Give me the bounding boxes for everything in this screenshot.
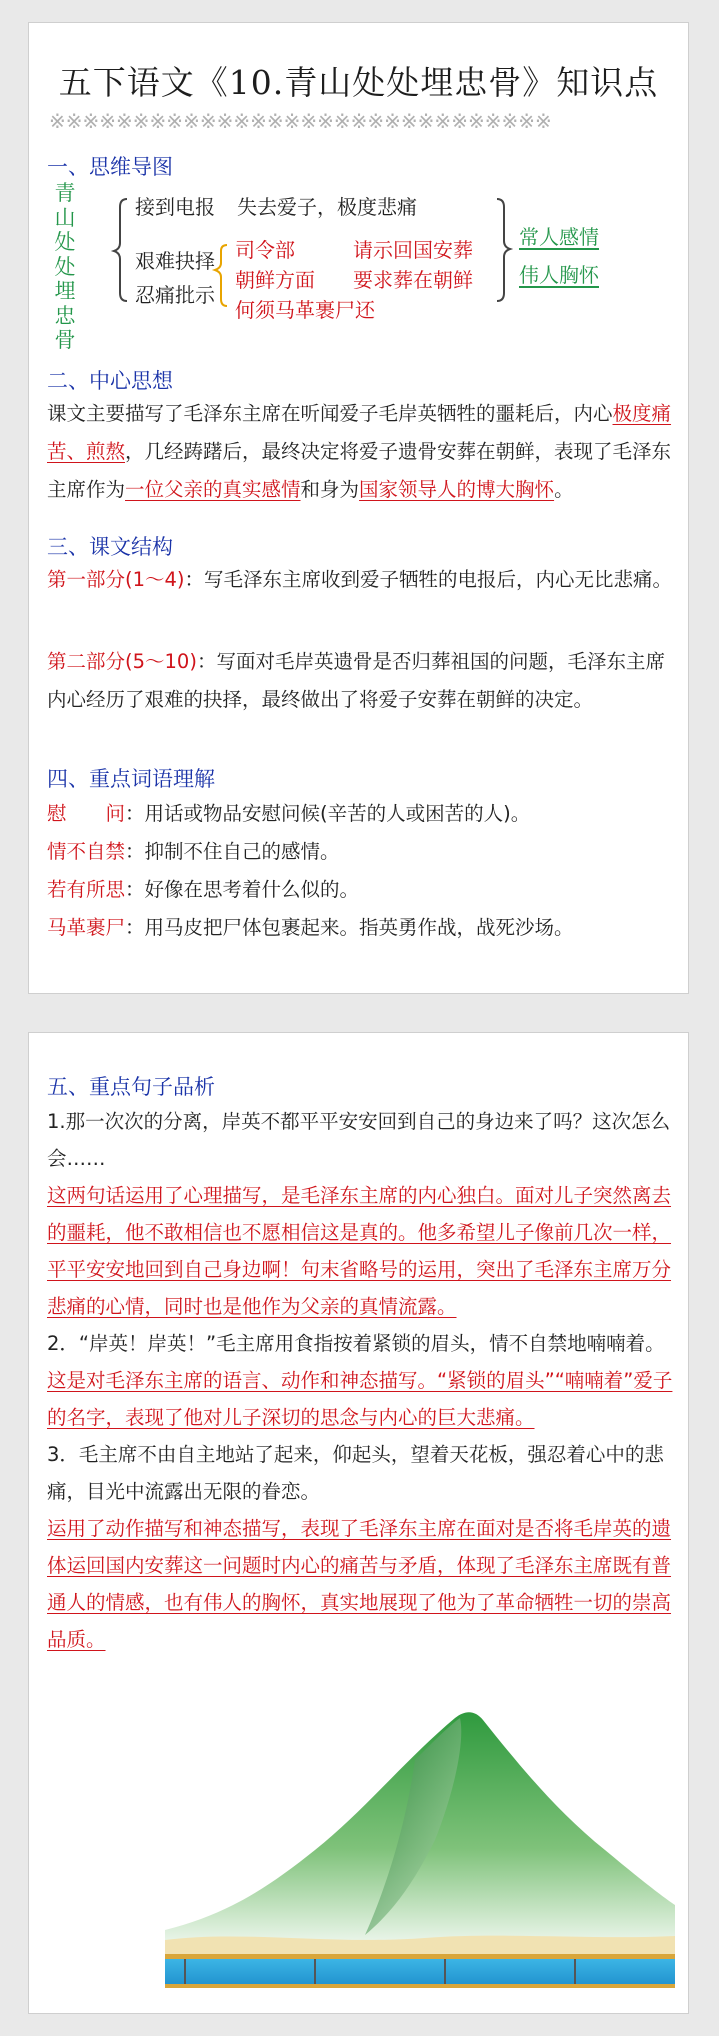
section-heading-vocab: 四、重点词语理解 (47, 767, 215, 791)
vocab-term: 慰 问 (47, 802, 126, 825)
central-idea-paragraph (47, 395, 677, 509)
vocab-item (47, 909, 677, 947)
knowledge-card-1 (28, 22, 689, 994)
sentence-2: 2．“岸英！岸英！”毛主席用食指按着紧锁的眉头，情不自禁地喃喃着。 (47, 1332, 665, 1355)
branch-receive-telegram-detail: 失去爱子，极度悲痛 (237, 195, 417, 219)
vocab-item (47, 833, 677, 871)
vocab-item (47, 795, 677, 833)
sentence-1: 1.那一次次的分离，岸英不都平平安安回到自己的身边来了吗？这次怎么会…… (47, 1110, 671, 1170)
branch-hard-choice: 艰难抉择 (135, 249, 215, 273)
mind-map-root: 青山处处埋忠骨 (54, 181, 76, 352)
mountain-illustration (165, 1700, 675, 2000)
vocab-list (47, 795, 677, 947)
sub-korea-side: 朝鲜方面 (235, 268, 315, 292)
result-ordinary-feeling: 常人感情 (519, 225, 599, 249)
sentence-1-analysis: 这两句话运用了心理描写，是毛泽东主席的内心独白。面对儿子突然离去的噩耗，他不敢相信也不愿相信这是真的。他多希望儿子像前几次一样，平平安安地回到自己身边啊！句末省略号的运用，突出了毛泽东主席万分悲痛的心情，同时也是他作为父亲的真情流露。 (47, 1184, 672, 1318)
vocab-term: 马革裹尸 (47, 916, 126, 939)
vocab-definition: ：用话或物品安慰问候(辛苦的人或困苦的人)。 (125, 802, 531, 825)
vocab-definition: ：用马皮把尸体包裹起来。指英勇作战，战死沙场。 (125, 916, 574, 939)
central-idea-highlight-2: 一位父亲的真实感情 (125, 478, 301, 501)
decorative-divider: ※※※※※※※※※※※※※※※※※※※※※※※※※※※※※※ (49, 109, 552, 133)
branch-approve: 忍痛批示 (135, 283, 215, 307)
central-idea-text-3: 和身为 (300, 478, 360, 501)
vocab-definition: ：好像在思考着什么似的。 (125, 878, 360, 901)
sub-headquarters-request: 请示回国安葬 (353, 238, 473, 262)
central-idea-text-2: ，几经踌躇后，最终决定将爱子遗骨安葬在朝鲜，表现了毛泽东主席作为 (47, 440, 672, 501)
sentence-3: 3．毛主席不由自主地站了起来，仰起头，望着天花板，强忍着心中的悲痛，目光中流露出无限的眷恋。 (47, 1443, 664, 1503)
sub-headquarters: 司令部 (235, 238, 295, 262)
sub-korea-request: 要求葬在朝鲜 (353, 268, 473, 292)
part-2-text: ：写面对毛岸英遗骨是否归葬祖国的问题，毛泽东主席内心经历了艰难的抉择，最终做出了将爱子安葬在朝鲜的决定。 (47, 650, 665, 711)
sentence-3-analysis: 运用了动作描写和神态描写，表现了毛泽东主席在面对是否将毛岸英的遗体运回国内安葬这一问题时内心的痛苦与矛盾，体现了毛泽东主席既有普通人的情感，也有伟人的胸怀，真实地展现了他为了革命牺牲一切的崇高品质。 (47, 1517, 672, 1651)
page-title: 五下语文《10.青山处处埋忠骨》知识点 (58, 63, 659, 102)
vocab-term: 若有所思 (47, 878, 126, 901)
section-heading-structure: 三、课文结构 (47, 535, 173, 559)
part-1-label: 第一部分 (47, 568, 126, 591)
sentence-analysis (47, 1103, 677, 1658)
section-heading-mindmap: 一、思维导图 (47, 155, 173, 179)
structure-part-2 (47, 643, 677, 719)
vocab-definition: ：抑制不住自己的感情。 (125, 840, 340, 863)
vocab-term: 情不自禁 (47, 840, 126, 863)
section-heading-central-idea: 二、中心思想 (47, 369, 173, 393)
central-idea-highlight-3: 国家领导人的博大胸怀 (359, 478, 555, 501)
section-heading-sentences: 五、重点句子品析 (47, 1075, 215, 1099)
branch-receive-telegram: 接到电报 (135, 195, 215, 219)
central-idea-text-4: 。 (554, 478, 574, 501)
part-1-text: ：写毛泽东主席收到爱子牺牲的电报后，内心无比悲痛。 (184, 568, 673, 591)
result-great-mind: 伟人胸怀 (519, 263, 599, 287)
structure-part-1 (47, 561, 677, 599)
part-2-range: (5～10) (125, 650, 197, 673)
part-1-range: (1～4) (125, 568, 185, 591)
sentence-2-analysis: 这是对毛泽东主席的语言、动作和神态描写。“紧锁的眉头”“喃喃着”爱子的名字，表现了他对儿子深切的思念与内心的巨大悲痛。 (47, 1369, 673, 1429)
part-2-label: 第二部分 (47, 650, 126, 673)
central-idea-highlight-1: 极度痛苦、煎熬 (47, 402, 672, 463)
vocab-item (47, 871, 677, 909)
sub-poem-line: 何须马革裹尸还 (235, 298, 375, 322)
central-idea-text-1: 课文主要描写了毛泽东主席在听闻爱子毛岸英牺牲的噩耗后，内心 (47, 402, 613, 425)
